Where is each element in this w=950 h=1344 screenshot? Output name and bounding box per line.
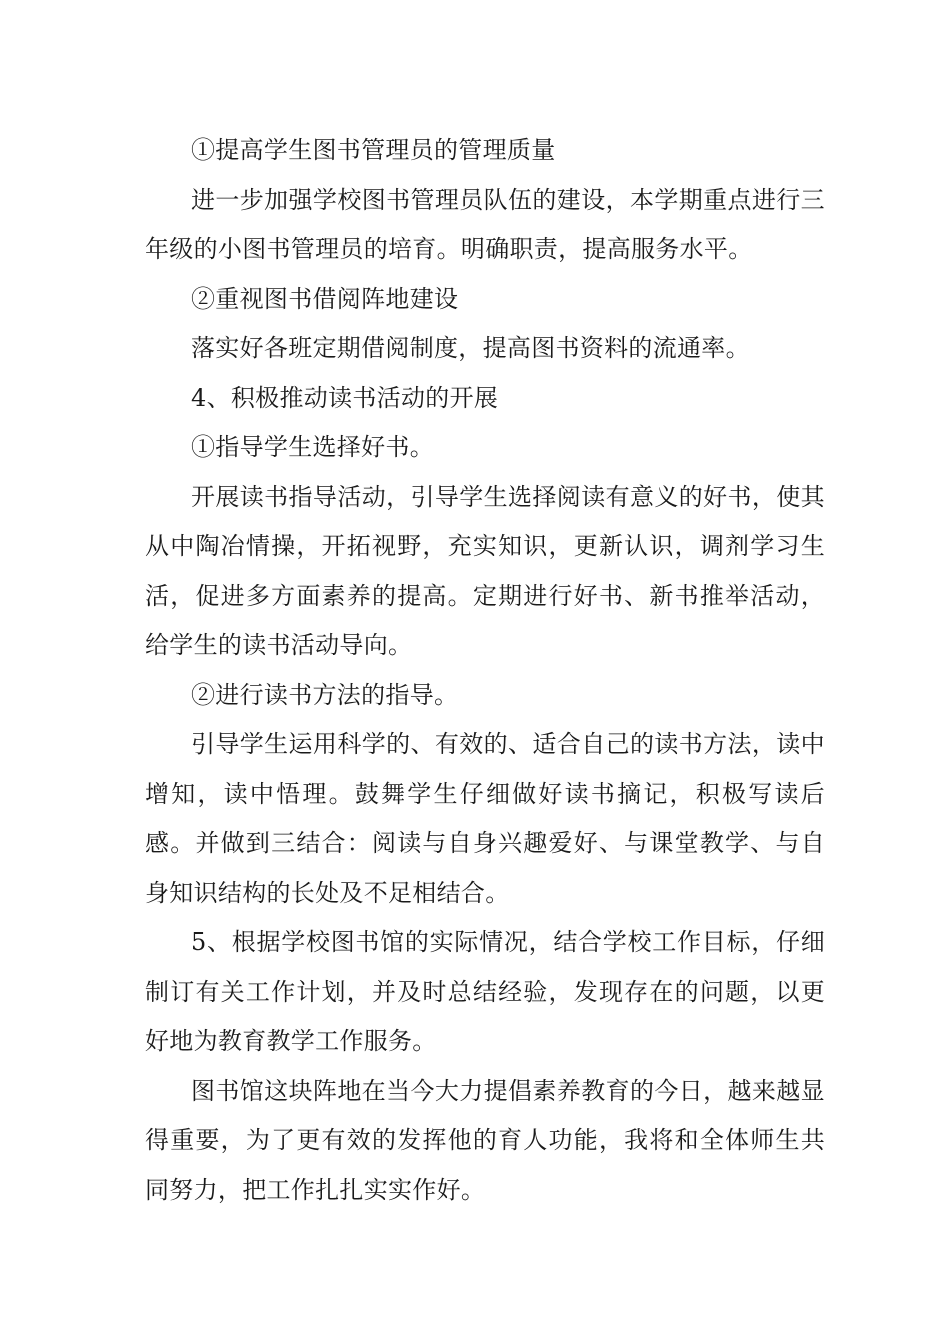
- paragraph-reading-methods: 引导学生运用科学的、有效的、适合自己的读书方法，读中增知，读中悟理。鼓舞学生仔细做好读书摘记，积极写读后感。并做到三结合：阅读与自身兴趣爱好、与课堂教学、与自身知识结构的长处及不足相结合。: [145, 730, 825, 907]
- paragraph-library-plan: 5、根据学校图书馆的实际情况，结合学校工作目标，仔细制订有关工作计划，并及时总结经验，发现存在的问题，以更好地为教育教学工作服务。: [145, 928, 825, 1055]
- document-body: [145, 126, 825, 1215]
- subheading-reading-methods: ②进行读书方法的指导。: [191, 680, 459, 709]
- paragraph-reading-guidance: 开展读书指导活动，引导学生选择阅读有意义的好书，使其从中陶冶情操，开拓视野，充实知识，更新认识，调剂学习生活，促进多方面素养的提高。定期进行好书、新书推举活动，给学生的读书活动导向。: [145, 482, 825, 659]
- paragraph-librarian-team: 进一步加强学校图书管理员队伍的建设，本学期重点进行三年级的小图书管理员的培育。明确职责，提高服务水平。: [145, 185, 825, 263]
- subheading-choose-books: ①指导学生选择好书。: [191, 433, 434, 461]
- subheading-borrowing-position: ②重视图书借阅阵地建设: [191, 284, 459, 313]
- section-heading-reading-activities: 4、积极推动读书活动的开展: [191, 383, 499, 412]
- paragraph-borrowing-system: 落实好各班定期借阅制度，提高图书资料的流通率。: [191, 334, 750, 362]
- subheading-librarian-quality: ①提高学生图书管理员的管理质量: [191, 136, 556, 164]
- paragraph-conclusion: 图书馆这块阵地在当今大力提倡素养教育的今日，越来越显得重要，为了更有效的发挥他的育人功能，我将和全体师生共同努力，把工作扎扎实实作好。: [145, 1076, 825, 1204]
